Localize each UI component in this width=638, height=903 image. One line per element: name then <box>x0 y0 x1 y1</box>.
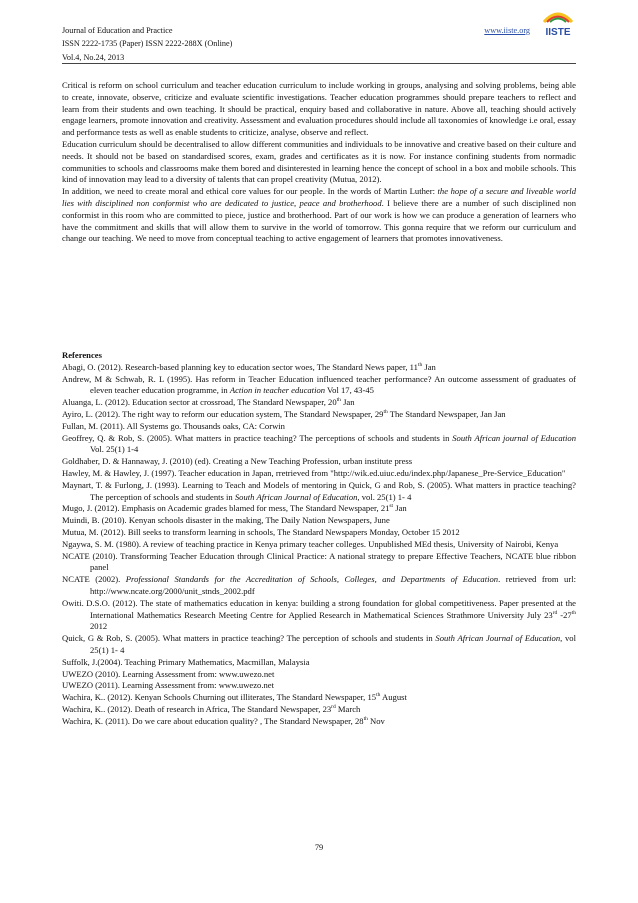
reference-item: NCATE (2010). Transforming Teacher Education through Clinical Practice: A national strategy to prepare Effective Teachers, NCATE blue ribbon panel <box>62 550 576 573</box>
reference-item: Aluanga, L. (2012). Education sector at crossroad, The Standard Newspaper, 20th Jan <box>62 397 355 408</box>
iiste-logo-icon <box>538 8 578 40</box>
page-number: 79 <box>314 843 324 852</box>
reference-item: Muindi, B. (2010). Kenyan schools disaster in the making, The Daily Nation Newspapers, June <box>62 515 390 526</box>
logo-text: IISTE <box>545 27 571 38</box>
references-heading: References <box>62 350 102 360</box>
reference-item: Suffolk, J.(2004). Teaching Primary Mathematics, Macmillan, Malaysia <box>62 656 310 667</box>
references-section <box>62 350 576 728</box>
paragraph-1: Critical is reform on school curriculum and teacher education curriculum to include working in groups, analysing and solving problems, being able to create, innovate, observe, criticize and evaluate scientific investigations. Teacher education programmes should prepare teachers to reflect and learn from their students and own teaching. It should be practical, enquiry based and collaborative in nature. Above all, teaching should actively engage learners, promote innovation and creativity. Assessment and evaluation procedures should include all taxonomies of knowledge i.e oral, essay and performance tests as well as enable students to criticize, analyse, observe and reflect. <box>62 80 576 138</box>
reference-item: UWEZO (2011). Learning Assessment from: www.uwezo.net <box>62 680 275 691</box>
reference-item: Quick, G & Rob, S. (2005). What matters in practice teaching? The perception of schools and students in South African Journal of Education, vol 25(1) 1- 4 <box>62 633 576 655</box>
paragraph-3: In addition, we need to create moral and ethical core values for our people. In the words of Martin Luther: the hope of a secure and liveable world lies with disciplined non conformist who are dedicated to justice, peace and brotherhood. I believe there are a number of such disciplined non conformist in this room who are committed to piece, justice and brotherhood. Part of our work is how we can produce a generation of learners who have the commitment and skills that will allow them to survive in the world of tomorrow. This gonna require that we reform our curriculum and change our teaching. We need to move from conceptual teaching to active engagement of learners that promotes innovativeness. <box>62 186 576 244</box>
article-body <box>62 80 576 245</box>
reference-item: Owiti. D.S.O. (2012). The state of mathematics education in kenya: building a strong foundation for global competitiveness. Paper presented at the International Mathematics Research Meeting Centre for Applied Research in Mathematical Sciences Strathmore University July 23rd -27th 2012 <box>62 597 576 632</box>
running-header <box>62 24 576 64</box>
reference-item: Wachira, K.. (2012). Kenyan Schools Churning out illiterates, The Standard Newspaper, 15th August <box>62 692 407 703</box>
volume-line: Vol.4, No.24, 2013 <box>62 52 125 62</box>
reference-item: Ngaywa, S. M. (1980). A review of teaching practice in Kenya primary teacher colleges. Unpublished MEd thesis, University of Nairobi, Kenya <box>62 538 559 549</box>
reference-item: Fullan, M. (2011). All Systems go. Thousands oaks, CA: Corwin <box>62 420 285 431</box>
header-rule <box>62 63 576 64</box>
reference-item: NCATE (2002). Professional Standards for the Accreditation of Schools, Colleges, and Departments of Education. retrieved from url: http://www.ncate.org/2000/unit_stnds_2002.pdf <box>62 574 576 596</box>
reference-item: Abagi, O. (2012). Research-based planning key to education sector woes, The Standard News paper, 11th Jan <box>62 361 436 372</box>
issn-line: ISSN 2222-1735 (Paper) ISSN 2222-288X (Online) <box>62 39 233 49</box>
reference-item: Mugo, J. (2012). Emphasis on Academic grades blamed for mess, The Standard Newspaper, 21st Jan <box>62 503 407 514</box>
reference-item: Goldhaber, D. & Hannaway, J. (2010) (ed). Creating a New Teaching Profession, urban institute press <box>62 456 413 467</box>
reference-item: Wachira, K. (2011). Do we care about education quality? , The Standard Newspaper, 28th Nov <box>62 715 385 726</box>
journal-url-link[interactable]: www.iiste.org <box>484 26 530 35</box>
journal-name: Journal of Education and Practice <box>62 26 173 35</box>
reference-item: Wachira, K.. (2012). Death of research in Africa, The Standard Newspaper, 23rd March <box>62 703 361 714</box>
reference-item: Mutua, M. (2012). Bill seeks to transform learning in schools, The Standard Newspapers Monday, October 15 2012 <box>62 526 460 537</box>
reference-item: Ayiro, L. (2012). The right way to reform our education system, The Standard Newspaper, 29th The Standard Newspaper, Jan Jan <box>62 408 506 419</box>
reference-item: Andrew, M & Schwab, R. L (1995). Has reform in Teacher Education influenced teacher performance? An outcome assessment of graduates of eleven teacher education programme, in Action in teacher education Vol 17, 43-45 <box>62 373 576 396</box>
reference-item: Hawley, M. & Hawley, J. (1997). Teacher education in Japan, rretrieved from "http://wik.ed.uiuc.edu/index.php/Japanese_Pre-Service_Education" <box>62 467 566 478</box>
reference-item: Maynart, T. & Furlong, J. (1993). Learning to Teach and Models of mentoring in Quick, G and Rob, S. (2005). What matters in practice teaching? The perception of schools and students in South African Journal of Education, vol. 25(1) 1- 4 <box>62 479 576 502</box>
luther-quote: the hope of a secure and liveable world lies with disciplined non conformist who are dedicated to justice, peace and brotherhood <box>62 186 576 208</box>
reference-item: UWEZO (2010). Learning Assessment from: www.uwezo.net <box>62 668 275 679</box>
reference-item: Geoffrey, Q. & Rob, S. (2005). What matters in practice teaching? The perceptions of schools and students in South African journal of Education Vol. 25(1) 1-4 <box>62 432 576 455</box>
paragraph-2: Education curriculum should be decentralised to allow different communities and individuals to be innovative and creative based on their culture and needs. It should not be based on standardised scores, exam, grades and certificates as it is now. For instance confining students from normadic communities to schools and classrooms make them bored and disinterested in learning hence the concept of school in a box and mobile schools. This kind of innovation may lead to a diversity of talents that can propel creativity (Mutua, 2012). <box>62 138 576 185</box>
